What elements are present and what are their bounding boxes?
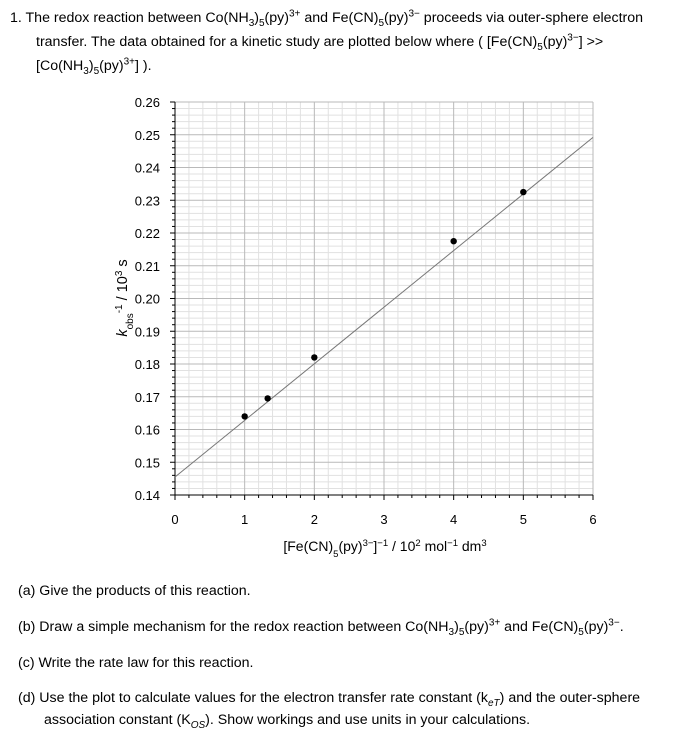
y-tick-label: 0.16 — [134, 422, 160, 438]
y-tick-label: 0.26 — [134, 95, 160, 110]
intro-line-2: transfer. The data obtained for a kinetic study are plotted below where ( $[Fe(CN)_5(py)^{3-}]$ >> — [36, 32, 604, 53]
y-tick-label: 0.24 — [134, 160, 160, 176]
axis-minor-ticks — [170, 102, 593, 500]
data-point — [450, 238, 456, 244]
x-tick-label: 1 — [241, 512, 249, 527]
x-tick-labels — [171, 512, 596, 527]
data-point — [520, 189, 526, 195]
x-tick-label: 2 — [310, 512, 318, 527]
intro-line-1: 1. The redox reaction between $Co(NH_3)_5(py)^{3+}$ and $Fe(CN)_5(py)^{3-}$ proceeds via outer-sphere electron — [10, 8, 644, 29]
question-c: (c) Write the rate law for this reaction. — [18, 655, 254, 671]
x-tick-label: 5 — [519, 512, 527, 527]
y-tick-label: 0.17 — [134, 389, 160, 405]
question-b: (b) Draw a simple mechanism for the redox reaction between $Co(NH_3)_5(py)^{3+}$ and $Fe(CN)_5(py)^{3-}$. — [18, 617, 624, 638]
x-tick-label: 3 — [380, 512, 388, 527]
y-tick-label: 0.25 — [134, 127, 160, 143]
x-tick-label: 0 — [171, 512, 179, 527]
question-a: (a) Give the products of this reaction. — [18, 583, 251, 599]
y-tick-label: 0.14 — [134, 488, 160, 503]
y-tick-labels — [135, 95, 160, 503]
y-tick-label: 0.15 — [134, 455, 160, 471]
y-tick-label: 0.20 — [134, 291, 160, 307]
x-tick-label: 4 — [450, 512, 458, 527]
data-point — [311, 354, 317, 360]
x-tick-label: 6 — [589, 512, 597, 527]
question-d: (d) Use the plot to calculate values for the electron transfer rate constant $(k_{eT})$ and the outer-sphere association constant $(K_{OS})$. Show workings and use units in your calculations. — [18, 690, 641, 731]
y-axis-label: $k_{obs}^{-1} / 10^3$ s — [113, 259, 136, 337]
y-tick-label: 0.22 — [134, 226, 160, 241]
y-tick-label: 0.18 — [134, 357, 160, 372]
intro-line-3: $[Co(NH_3)_5(py)^{3+}]$ ). — [36, 56, 152, 77]
y-tick-label: 0.23 — [134, 193, 160, 209]
y-tick-label: 0.19 — [134, 324, 160, 340]
data-point — [241, 413, 247, 419]
data-point — [264, 395, 270, 401]
x-axis-label: $[Fe(CN)_5(py)^{3-}]^{-1} / 10^2$ mol$^{-1}$ $dm^3$ — [283, 537, 487, 560]
y-tick-label: 0.21 — [134, 258, 160, 274]
